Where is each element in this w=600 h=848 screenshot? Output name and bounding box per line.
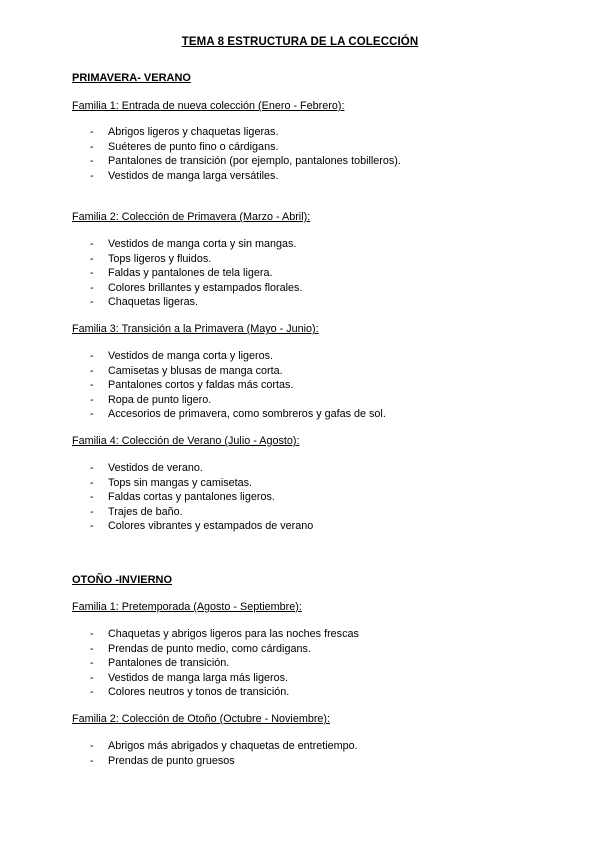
list-item-text: Faldas y pantalones de tela ligera. <box>108 267 273 279</box>
bullet-dash: - <box>90 267 94 279</box>
bullet-dash: - <box>90 462 94 474</box>
list-item <box>90 141 278 153</box>
list-item <box>90 155 401 167</box>
list-item-text: Chaquetas ligeras. <box>108 296 199 308</box>
list-item <box>90 506 183 518</box>
list-item <box>90 238 296 250</box>
bullet-dash: - <box>90 238 94 250</box>
list-item-text: Vestidos de manga corta y ligeros. <box>108 350 274 362</box>
list-item <box>90 462 203 474</box>
list-item <box>90 296 198 308</box>
family-heading: Familia 4: Colección de Verano (Julio - Agosto): <box>72 435 300 447</box>
list-item-text: Colores neutros y tonos de transición. <box>108 686 290 698</box>
list-item <box>90 365 283 377</box>
list-item-text: Chaquetas y abrigos ligeros para las noches frescas <box>108 628 359 640</box>
list-item-text: Ropa de punto ligero. <box>108 394 212 406</box>
list-item-text: Suéteres de punto fino o cárdigans. <box>108 141 279 153</box>
list-item-text: Tops ligeros y fluidos. <box>108 253 212 265</box>
bullet-dash: - <box>90 155 94 167</box>
bullet-dash: - <box>90 253 94 265</box>
list-item-text: Abrigos ligeros y chaquetas ligeras. <box>108 126 279 138</box>
family-heading: Familia 2: Colección de Otoño (Octubre - Noviembre): <box>72 713 331 725</box>
bullet-dash: - <box>90 394 94 406</box>
bullet-dash: - <box>90 643 94 655</box>
page-title: TEMA 8 ESTRUCTURA DE LA COLECCIÓN <box>181 36 419 48</box>
list-item-text: Colores vibrantes y estampados de verano <box>108 520 314 532</box>
list-item-text: Pantalones de transición (por ejemplo, pantalones tobilleros). <box>108 155 401 167</box>
list-item-text: Colores brillantes y estampados florales. <box>108 282 303 294</box>
bullet-dash: - <box>90 365 94 377</box>
bullet-dash: - <box>90 126 94 138</box>
list-item <box>90 408 386 420</box>
list-item-text: Abrigos más abrigados y chaquetas de entretiempo. <box>108 740 358 752</box>
list-item-text: Pantalones cortos y faldas más cortas. <box>108 379 294 391</box>
list-item <box>90 686 289 698</box>
bullet-dash: - <box>90 282 94 294</box>
bullet-dash: - <box>90 506 94 518</box>
bullet-dash: - <box>90 672 94 684</box>
list-item <box>90 282 302 294</box>
season-heading-autumn-winter: OTOÑO -INVIERNO <box>72 574 173 586</box>
bullet-dash: - <box>90 755 94 767</box>
list-item <box>90 643 311 655</box>
list-item <box>90 379 293 391</box>
bullet-dash: - <box>90 520 94 532</box>
list-item-text: Vestidos de verano. <box>108 462 203 474</box>
bullet-dash: - <box>90 491 94 503</box>
list-item-text: Faldas cortas y pantalones ligeros. <box>108 491 275 503</box>
bullet-dash: - <box>90 296 94 308</box>
family-heading: Familia 2: Colección de Primavera (Marzo - Abril): <box>72 211 311 223</box>
family-heading: Familia 3: Transición a la Primavera (Mayo - Junio): <box>72 323 319 335</box>
list-item-text: Vestidos de manga larga más ligeros. <box>108 672 289 684</box>
list-item <box>90 672 288 684</box>
bullet-dash: - <box>90 379 94 391</box>
list-item <box>90 350 273 362</box>
bullet-dash: - <box>90 141 94 153</box>
list-item <box>90 126 278 138</box>
list-item-text: Accesorios de primavera, como sombreros y gafas de sol. <box>108 408 386 420</box>
family-heading: Familia 1: Pretemporada (Agosto - Septiembre): <box>72 601 302 613</box>
list-item-text: Tops sin mangas y camisetas. <box>108 477 253 489</box>
list-item-text: Pantalones de transición. <box>108 657 230 669</box>
list-item-text: Prendas de punto gruesos <box>108 755 235 767</box>
bullet-dash: - <box>90 686 94 698</box>
bullet-dash: - <box>90 408 94 420</box>
list-item <box>90 740 358 752</box>
list-item <box>90 267 272 279</box>
bullet-dash: - <box>90 628 94 640</box>
list-item <box>90 394 211 406</box>
list-item <box>90 253 211 265</box>
bullet-dash: - <box>90 740 94 752</box>
list-item <box>90 491 275 503</box>
list-item <box>90 628 359 640</box>
bullet-dash: - <box>90 657 94 669</box>
list-item-text: Trajes de baño. <box>108 506 183 518</box>
list-item-text: Prendas de punto medio, como cárdigans. <box>108 643 311 655</box>
list-item-text: Vestidos de manga larga versátiles. <box>108 170 279 182</box>
list-item <box>90 477 252 489</box>
list-item <box>90 520 313 532</box>
list-item-text: Vestidos de manga corta y sin mangas. <box>108 238 297 250</box>
family-heading: Familia 1: Entrada de nueva colección (Enero - Febrero): <box>72 100 345 112</box>
bullet-dash: - <box>90 477 94 489</box>
bullet-dash: - <box>90 350 94 362</box>
list-item <box>90 657 229 669</box>
list-item-text: Camisetas y blusas de manga corta. <box>108 365 283 377</box>
list-item <box>90 170 278 182</box>
list-item <box>90 755 235 767</box>
bullet-dash: - <box>90 170 94 182</box>
season-heading-spring-summer: PRIMAVERA- VERANO <box>72 72 191 84</box>
